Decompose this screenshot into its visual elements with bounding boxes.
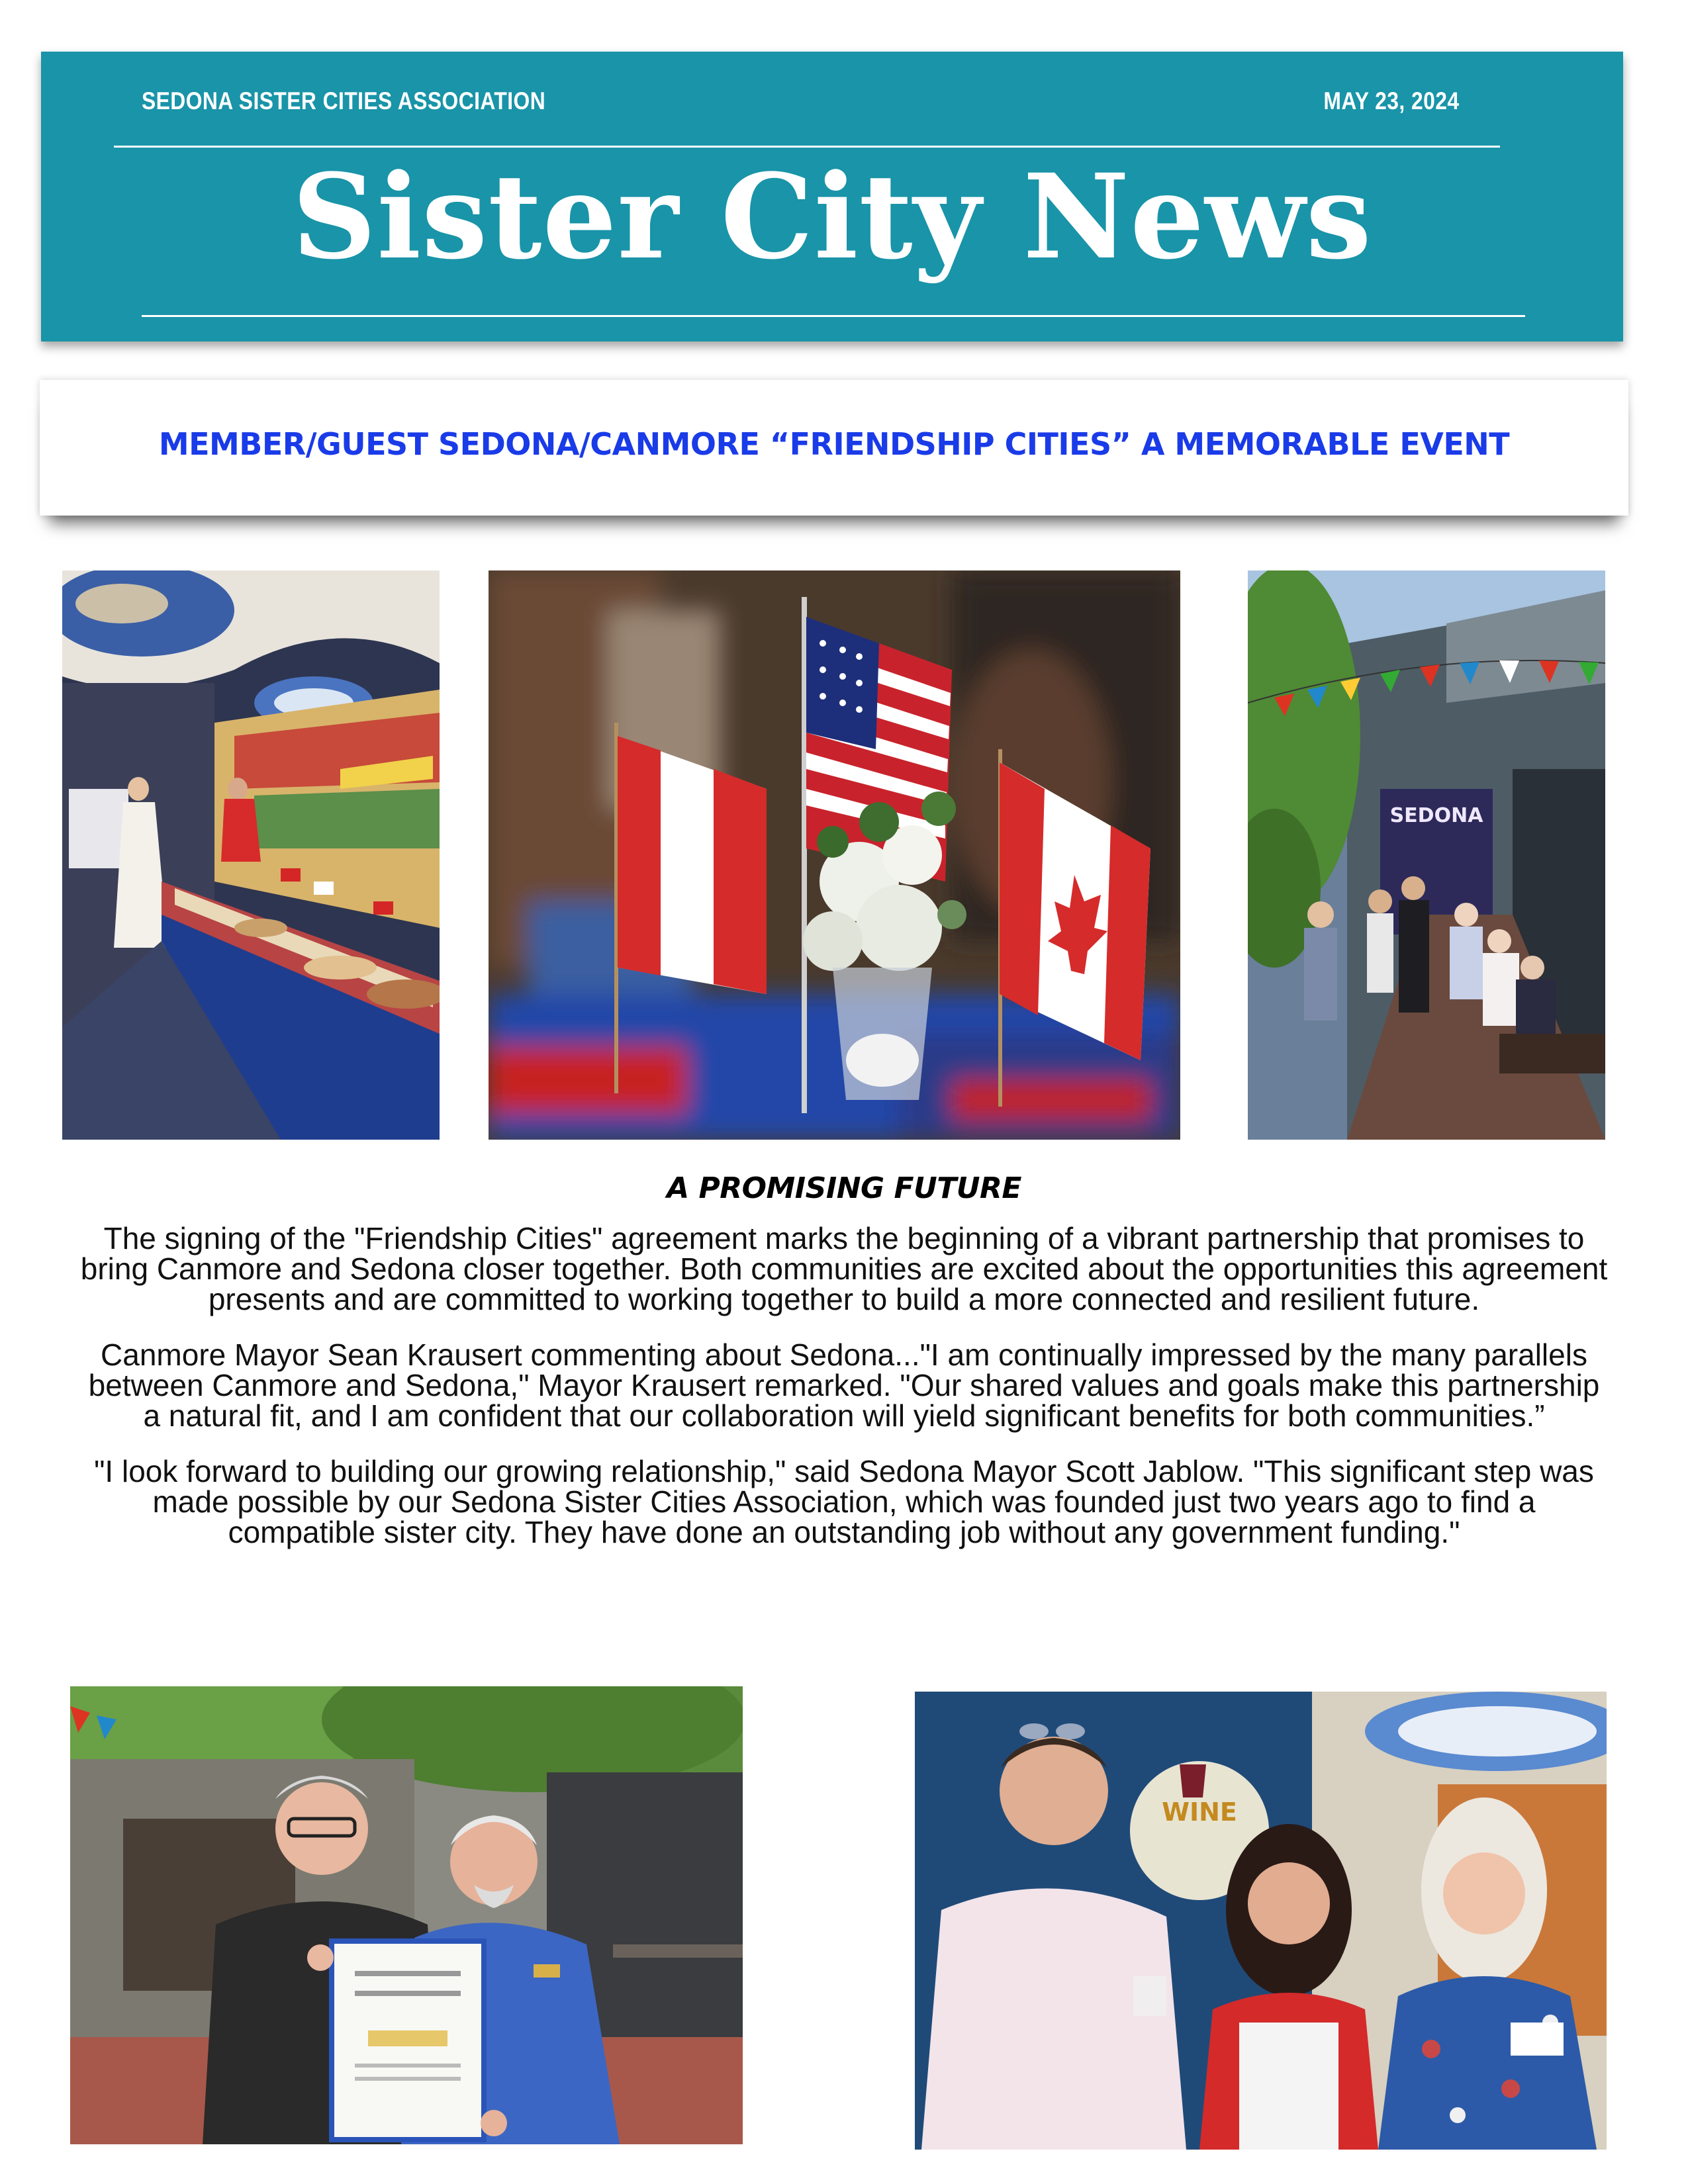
article-paragraph: "I look forward to building our growing relationship," said Sedona Mayor Scott Jablow. "This significant step was made possible by our Sedona Sister Cities Association, which was founded just two years ago to find a compatible sister city. They have done an outstanding job without any government funding."	[94, 1454, 1594, 1549]
newsletter-title: Sister City News	[292, 148, 1372, 285]
headline: MEMBER/GUEST SEDONA/CANMORE “FRIENDSHIP CITIES” A MEMORABLE EVENT	[158, 426, 1510, 462]
masthead-bottom-rule	[142, 315, 1525, 317]
guests-photo	[915, 1692, 1607, 2150]
article-paragraph: The signing of the "Friendship Cities" agreement marks the beginning of a vibrant partnership that promises to bring Canmore and Sedona closer together. Both communities are excited about the opportunities this agreement presents and are committed to working together to build a more connected and resilient future.	[80, 1221, 1608, 1316]
agreement-signing-photo	[70, 1686, 743, 2144]
article-subhead: A PROMISING FUTURE	[667, 1171, 1021, 1205]
organization-name: SEDONA SISTER CITIES ASSOCIATION	[142, 87, 546, 114]
courtyard-photo	[1248, 570, 1605, 1140]
masthead	[41, 52, 1623, 341]
flags-centerpiece-photo	[489, 570, 1180, 1140]
buffet-room-photo	[62, 570, 440, 1140]
article-paragraph: Canmore Mayor Sean Krausert commenting about Sedona..."I am continually impressed by the many parallels between Canmore and Sedona," Mayor Krausert remarked. "Our shared values and goals make this partnership a natural fit, and I am confident that our collaboration will yield significant benefits for both communities.”	[88, 1338, 1600, 1433]
headline-banner	[40, 380, 1628, 516]
wine-sign-text: WINE	[1162, 1797, 1237, 1827]
issue-date: MAY 23, 2024	[1323, 87, 1459, 114]
courtyard-sign-text: SEDONA	[1389, 804, 1483, 827]
article-body	[79, 1223, 1609, 1572]
masthead-top-rule	[114, 146, 1500, 148]
